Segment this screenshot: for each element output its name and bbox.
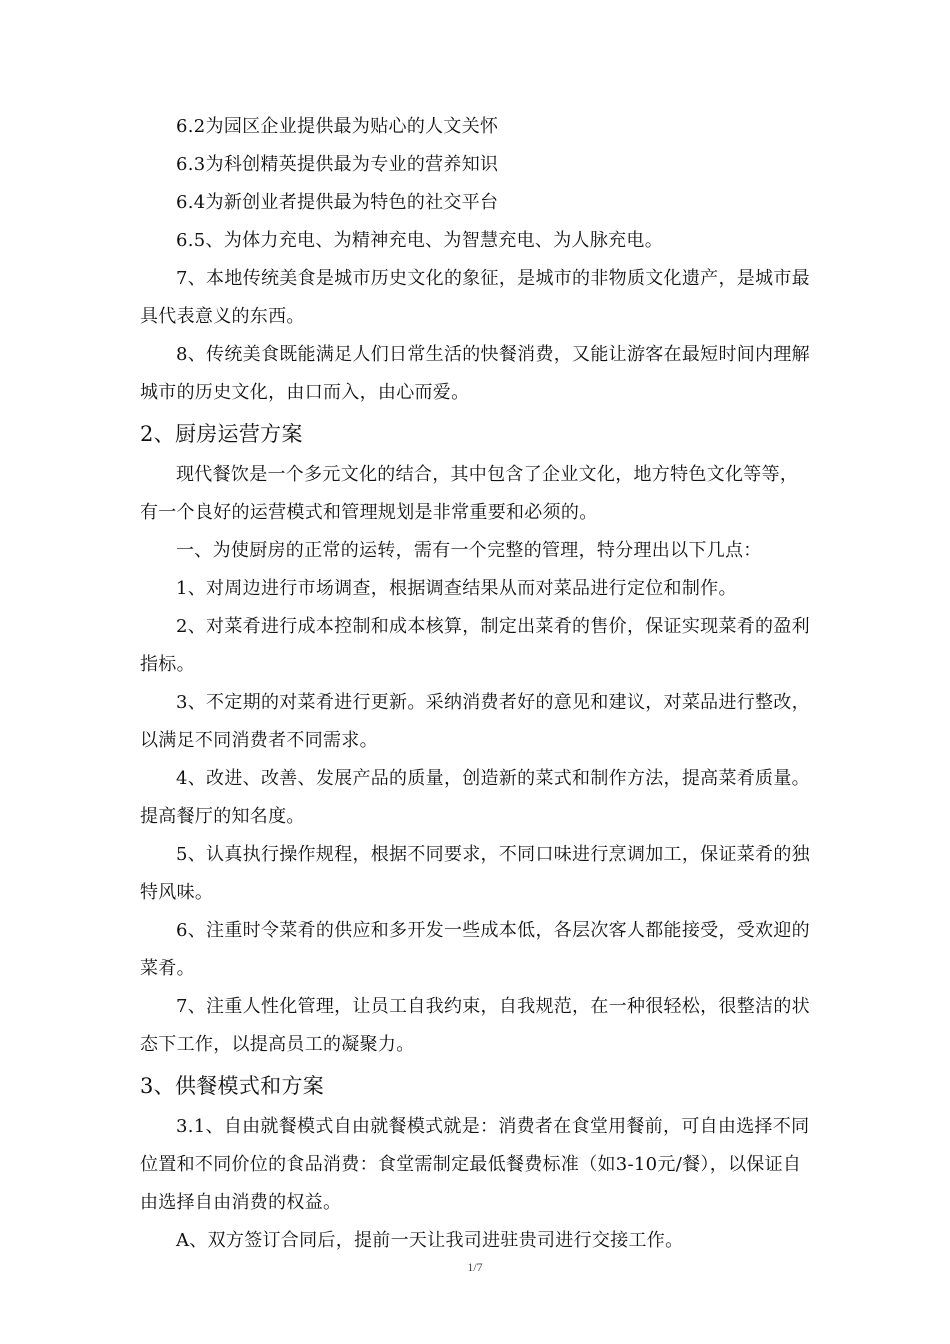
paragraph: 现代餐饮是一个多元文化的结合，其中包含了企业文化，地方特色文化等等，有一个良好的运营模式和管理规划是非常重要和必须的。 <box>140 464 799 523</box>
section-heading-kitchen-operation: 2、厨房运营方案 <box>140 422 303 446</box>
page-number: 1/7 <box>467 1260 483 1274</box>
paragraph: 7、本地传统美食是城市历史文化的象征，是城市的非物质文化遗产，是城市最具代表意义的东西。 <box>140 268 810 327</box>
paragraph: 6、注重时令菜肴的供应和多开发一些成本低，各层次客人都能接受，受欢迎的菜肴。 <box>140 920 810 979</box>
paragraph: 6.4为新创业者提供最为特色的社交平台 <box>176 192 499 213</box>
paragraph: 5、认真执行操作规程，根据不同要求，不同口味进行烹调加工，保证菜肴的独特风味。 <box>140 844 810 903</box>
paragraph: 8、传统美食既能满足人们日常生活的快餐消费，又能让游客在最短时间内理解城市的历史文化，由口而入，由心而爱。 <box>140 344 810 403</box>
paragraph: 6.2为园区企业提供最为贴心的人文关怀 <box>176 116 499 137</box>
paragraph: 3.1、自由就餐模式自由就餐模式就是：消费者在食堂用餐前，可自由选择不同位置和不同价位的食品消费：食堂需制定最低餐费标准（如3-10元/餐），以保证自由选择自由消费的权益。 <box>140 1116 810 1213</box>
paragraph: 6.3为科创精英提供最为专业的营养知识 <box>176 154 499 175</box>
paragraph: 4、改进、改善、发展产品的质量，创造新的菜式和制作方法，提高菜肴质量。提高餐厅的知名度。 <box>140 768 810 827</box>
paragraph: 6.5、为体力充电、为精神充电、为智慧充电、为人脉充电。 <box>176 230 664 251</box>
paragraph: 3、不定期的对菜肴进行更新。采纳消费者好的意见和建议，对菜品进行整改，以满足不同消费者不同需求。 <box>140 692 810 751</box>
paragraph: A、双方签订合同后，提前一天让我司进驻贵司进行交接工作。 <box>176 1230 684 1251</box>
paragraph: 一、为使厨房的正常的运转，需有一个完整的管理，特分理出以下几点： <box>176 540 762 561</box>
document-body <box>140 108 812 1260</box>
paragraph: 7、注重人性化管理，让员工自我约束，自我规范，在一种很轻松，很整洁的状态下工作，以提高员工的凝聚力。 <box>140 996 810 1055</box>
paragraph: 1、对周边进行市场调查，根据调查结果从而对菜品进行定位和制作。 <box>176 578 737 599</box>
paragraph: 2、对菜肴进行成本控制和成本核算，制定出菜肴的售价，保证实现菜肴的盈利指标。 <box>140 616 810 675</box>
section-heading-meal-service: 3、供餐模式和方案 <box>140 1074 325 1098</box>
